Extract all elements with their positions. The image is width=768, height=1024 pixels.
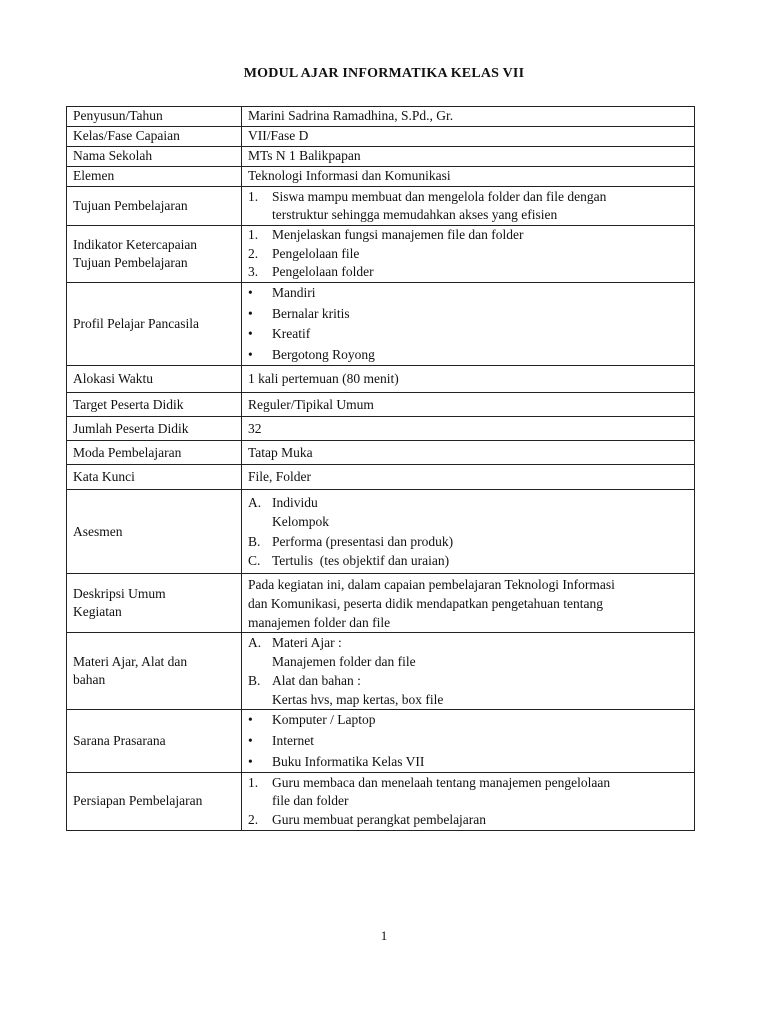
- list-item: [248, 710, 688, 731]
- table-row: [67, 107, 695, 127]
- table-row: [67, 187, 695, 226]
- paragraph-line: manajemen folder dan file: [248, 614, 391, 630]
- row-label: Tujuan Pembelajaran: [67, 187, 242, 226]
- list-text: Mandiri: [272, 285, 316, 300]
- bullet-icon: •: [248, 285, 253, 300]
- list-text: Kreatif: [272, 326, 311, 342]
- label-line: Deskripsi Umum: [73, 585, 166, 601]
- row-label: Alokasi Waktu: [67, 366, 242, 393]
- row-label: Nama Sekolah: [67, 147, 242, 167]
- list-text: Menjelaskan fungsi manajemen file dan folder: [272, 227, 524, 243]
- list-marker: B.: [248, 673, 261, 689]
- list-marker: 2.: [248, 811, 259, 827]
- list-text: Siswa mampu membuat dan mengelola folder dan file dengan: [272, 188, 607, 204]
- list-marker: A.: [248, 494, 262, 510]
- list-item: [248, 345, 688, 366]
- list-text-continuation: file dan folder: [272, 793, 349, 809]
- table-row: [67, 417, 695, 441]
- row-label: [67, 633, 242, 710]
- bullet-icon: •: [248, 732, 253, 748]
- row-value: 32: [242, 417, 695, 441]
- list-item: [248, 811, 688, 830]
- list-marker: 1.: [248, 774, 259, 790]
- row-value: VII/Fase D: [242, 127, 695, 147]
- row-label: Moda Pembelajaran: [67, 441, 242, 465]
- row-label: Sarana Prasarana: [67, 710, 242, 773]
- list-text-continuation: terstruktur sehingga memudahkan akses yang efisien: [272, 207, 558, 222]
- paragraph-line: Pada kegiatan ini, dalam capaian pembelajaran Teknologi Informasi: [248, 576, 615, 592]
- list-text: Buku Informatika Kelas VII: [272, 753, 425, 769]
- row-value: [242, 633, 695, 710]
- table-row: [67, 465, 695, 490]
- list-text: Tertulis (tes objektif dan uraian): [272, 553, 450, 569]
- document-title: MODUL AJAR INFORMATIKA KELAS VII: [243, 66, 525, 81]
- bullet-icon: •: [248, 712, 253, 728]
- row-label: Kelas/Fase Capaian: [67, 127, 242, 147]
- list-text: Bergotong Royong: [272, 346, 375, 362]
- list-text: Performa (presentasi dan produk): [272, 533, 454, 549]
- row-value: [242, 187, 695, 226]
- row-label: Target Peserta Didik: [67, 393, 242, 417]
- row-value: [242, 773, 695, 831]
- bullet-icon: •: [248, 753, 253, 769]
- row-value: Teknologi Informasi dan Komunikasi: [242, 167, 695, 187]
- row-value: Reguler/Tipikal Umum: [242, 393, 695, 417]
- label-line: Kegiatan: [73, 604, 122, 620]
- module-info-table: [66, 106, 695, 831]
- table-row: [67, 633, 695, 710]
- row-value: [242, 283, 695, 366]
- row-value: MTs N 1 Balikpapan: [242, 147, 695, 167]
- list-item: [248, 493, 688, 513]
- list-text: Materi Ajar :: [272, 635, 342, 651]
- table-row: [67, 366, 695, 393]
- list-marker: B.: [248, 533, 261, 549]
- list-text: Komputer / Laptop: [272, 712, 376, 728]
- list-marker: C.: [248, 553, 261, 569]
- row-label: Persiapan Pembelajaran: [67, 773, 242, 831]
- list-text: Bernalar kritis: [272, 305, 350, 321]
- list-item: [248, 731, 688, 752]
- table-row: [67, 226, 695, 283]
- list-item: [248, 671, 688, 690]
- list-marker: 1.: [248, 227, 259, 243]
- list-item: [248, 774, 688, 793]
- label-line: Materi Ajar, Alat dan: [73, 653, 188, 669]
- bullet-icon: •: [248, 305, 253, 321]
- bullet-icon: •: [248, 346, 253, 362]
- paragraph-line: dan Komunikasi, peserta didik mendapatkan pengetahuan tentang: [248, 595, 604, 611]
- list-item: [248, 188, 688, 207]
- row-value: Marini Sadrina Ramadhina, S.Pd., Gr.: [242, 107, 695, 127]
- page-number: 1: [380, 928, 388, 943]
- list-text: Pengelolaan folder: [272, 264, 374, 280]
- row-value: 1 kali pertemuan (80 menit): [242, 366, 695, 393]
- list-text: Alat dan bahan :: [272, 673, 361, 689]
- list-marker: 3.: [248, 264, 259, 280]
- table-row: [67, 393, 695, 417]
- list-text: Individu: [272, 494, 318, 510]
- list-item: [248, 245, 688, 264]
- row-label: Elemen: [67, 167, 242, 187]
- list-text: Guru membuat perangkat pembelajaran: [272, 811, 487, 827]
- row-value: [242, 710, 695, 773]
- label-line: bahan: [73, 672, 106, 688]
- row-label: Kata Kunci: [67, 465, 242, 490]
- list-text-continuation: Manajemen folder dan file: [272, 654, 416, 670]
- list-item: [248, 226, 688, 245]
- list-text: Pengelolaan file: [272, 245, 360, 261]
- table-row: [67, 710, 695, 773]
- row-value: File, Folder: [242, 465, 695, 490]
- list-text: Guru membaca dan menelaah tentang manajemen pengelolaan: [272, 774, 611, 790]
- table-row: [67, 283, 695, 366]
- label-line: Indikator Ketercapaian: [73, 236, 198, 252]
- list-item: [248, 551, 688, 571]
- list-item: [248, 752, 688, 773]
- table-row: [67, 127, 695, 147]
- list-marker: 1.: [248, 188, 259, 204]
- list-item: [248, 263, 688, 282]
- table-row: [67, 574, 695, 633]
- row-label: Asesmen: [67, 490, 242, 574]
- list-text-continuation: Kertas hvs, map kertas, box file: [272, 692, 444, 708]
- row-label: Jumlah Peserta Didik: [67, 417, 242, 441]
- list-item: [248, 532, 688, 552]
- row-value: [242, 574, 695, 633]
- row-value: Tatap Muka: [242, 441, 695, 465]
- table-row: [67, 441, 695, 465]
- row-label: Profil Pelajar Pancasila: [67, 283, 242, 366]
- list-item: [248, 633, 688, 652]
- table-row: [67, 773, 695, 831]
- row-label: [67, 226, 242, 283]
- table-row: [67, 167, 695, 187]
- table-row: [67, 147, 695, 167]
- list-item: [248, 283, 688, 304]
- list-text-continuation: Kelompok: [272, 514, 329, 530]
- list-marker: A.: [248, 635, 262, 651]
- row-value: [242, 490, 695, 574]
- table-row: [67, 490, 695, 574]
- row-label: Penyusun/Tahun: [67, 107, 242, 127]
- row-value: [242, 226, 695, 283]
- list-marker: 2.: [248, 245, 259, 261]
- list-text: Internet: [272, 732, 314, 748]
- list-item: [248, 304, 688, 325]
- list-item: [248, 324, 688, 345]
- label-line: Tujuan Pembelajaran: [73, 255, 188, 270]
- bullet-icon: •: [248, 326, 253, 342]
- row-label: [67, 574, 242, 633]
